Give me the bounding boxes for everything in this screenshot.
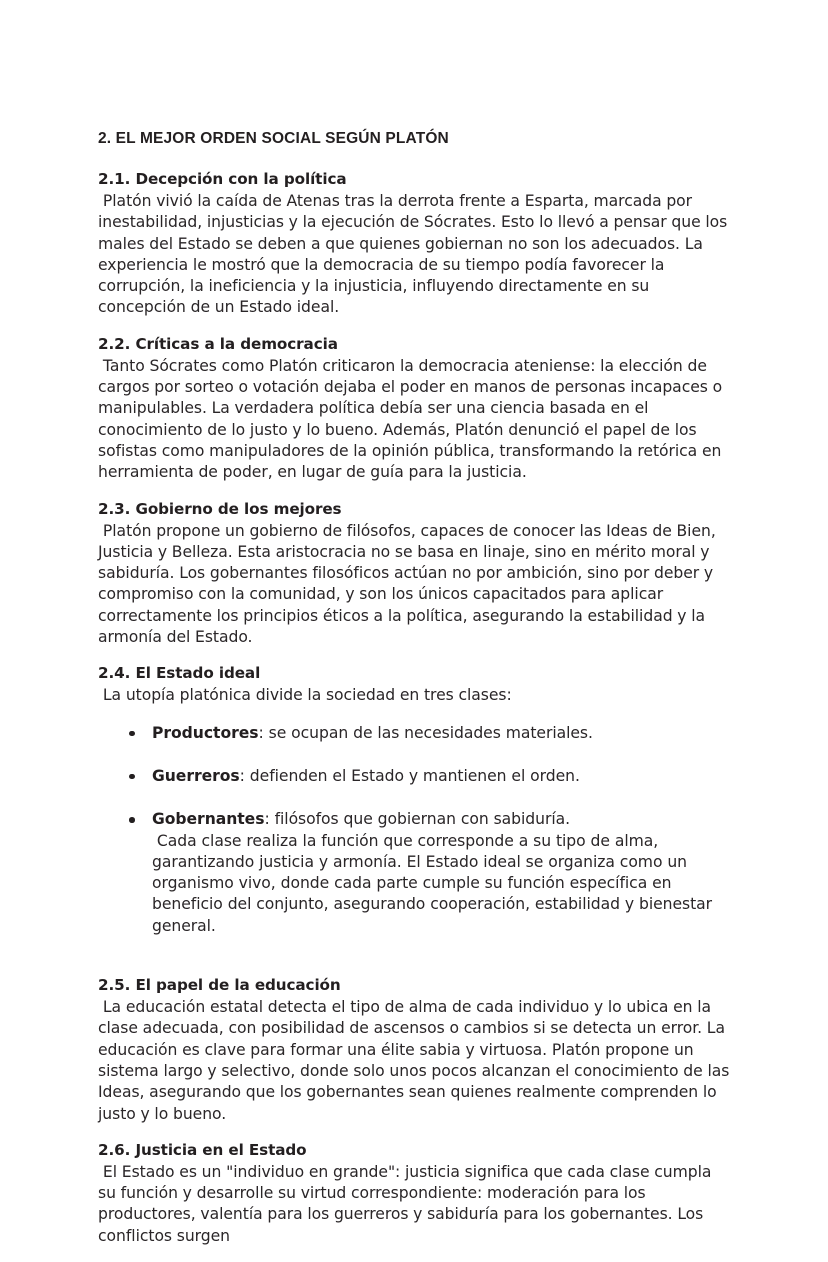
document-body bbox=[98, 128, 730, 1262]
list-item-term: Productores bbox=[152, 723, 259, 742]
bullet-dot-icon bbox=[129, 817, 135, 823]
list-item-separator: : bbox=[264, 810, 275, 829]
social-classes-list bbox=[98, 723, 730, 937]
section-heading-2-1: 2.1. Decepción con la política bbox=[98, 170, 347, 188]
section-2-3 bbox=[98, 499, 730, 649]
list-item-description: filósofos que gobiernan con sabiduría. bbox=[274, 810, 571, 829]
section-body-2-2: Tanto Sócrates como Platón criticaron la democracia ateniense: la elección de cargos por sorteo o votación dejaba el poder en manos de personas incapaces o manipulables. La verdadera política debía ser una ciencia basada en el conocimiento de lo justo y lo bueno. Además, Platón denunció el papel de los sofistas como manipuladores de la opinión pública, transformando la retórica en herramienta de poder, en lugar de guía para la justicia. bbox=[98, 356, 723, 482]
section-heading-2-5: 2.5. El papel de la educación bbox=[98, 976, 341, 995]
bullet-dot-icon bbox=[129, 774, 135, 780]
list-item-term: Guerreros bbox=[152, 766, 240, 785]
section-heading-2-3: 2.3. Gobierno de los mejores bbox=[98, 499, 342, 518]
section-heading-2-2: 2.2. Críticas a la democracia bbox=[98, 334, 338, 353]
section-body-2-4: La utopía platónica divide la sociedad en tres clases: bbox=[102, 686, 512, 705]
section-body-2-5: La educación estatal detecta el tipo de alma de cada individuo y lo ubica en la clase adecuada, con posibilidad de ascensos o cambios si se detecta un error. La educación es clave para formar una élite sabia y virtuosa. Platón propone un sistema largo y selectivo, donde solo unos pocos alcanzan el conocimiento de las Ideas, asegurando que los gobernantes sean quienes realmente comprenden lo justo y lo bueno. bbox=[98, 998, 730, 1123]
section-2-5 bbox=[98, 975, 730, 1125]
list-item bbox=[98, 809, 730, 937]
section-body-2-1: Platón vivió la caída de Atenas tras la derrota frente a Esparta, marcada por inestabilidad, injusticias y la ejecución de Sócrates. Esto lo llevó a pensar que los males del Estado se deben a que quienes gobiernan no son los adecuados. La experiencia le mostró que la democracia de su tiempo podía favorecer la corrupción, la ineficiencia y la injusticia, influyendo directamente en su concepción de un Estado ideal. bbox=[98, 192, 728, 317]
section-2-4 bbox=[98, 663, 730, 937]
list-item-separator: : bbox=[258, 723, 269, 742]
list-item-separator: : bbox=[239, 766, 250, 785]
section-heading-2-4: 2.4. El Estado ideal bbox=[98, 664, 261, 683]
class-list-closing-paragraph: Cada clase realiza la función que corresponde a su tipo de alma, garantizando justicia y armonía. El Estado ideal se organiza como un organismo vivo, donde cada parte cumple su función específica en beneficio del conjunto, asegurando cooperación, estabilidad y bienestar general. bbox=[152, 831, 713, 935]
list-item-description: defienden el Estado y mantienen el orden. bbox=[249, 766, 580, 785]
section-body-2-3: Platón propone un gobierno de filósofos, capaces de conocer las Ideas de Bien, Justicia y Belleza. Esta aristocracia no se basa en linaje, sino en mérito moral y sabiduría. Los gobernantes filosóficos actúan no por ambición, sino por deber y compromiso con la comunidad, y son los únicos capacitados para aplicar correctamente los principios éticos a la política, asegurando la estabilidad y la armonía del Estado. bbox=[98, 521, 716, 647]
list-item bbox=[98, 723, 730, 744]
section-body-2-6: El Estado es un "individuo en grande": justicia significa que cada clase cumpla su función y desarrolle su virtud correspondiente: moderación para los productores, valentía para los guerreros y sabiduría para los gobernantes. Los conflictos surgen bbox=[98, 1162, 712, 1245]
section-heading-2-6: 2.6. Justicia en el Estado bbox=[98, 1140, 307, 1159]
section-2-2 bbox=[98, 334, 730, 484]
page-title: 2. EL MEJOR ORDEN SOCIAL SEGÚN PLATÓN bbox=[98, 130, 449, 147]
list-item bbox=[98, 766, 730, 787]
bullet-dot-icon bbox=[129, 731, 135, 737]
section-2-1 bbox=[98, 169, 730, 319]
section-2-6 bbox=[98, 1140, 730, 1247]
list-item-term: Gobernantes bbox=[152, 810, 265, 829]
list-item-description: se ocupan de las necesidades materiales. bbox=[268, 723, 593, 742]
